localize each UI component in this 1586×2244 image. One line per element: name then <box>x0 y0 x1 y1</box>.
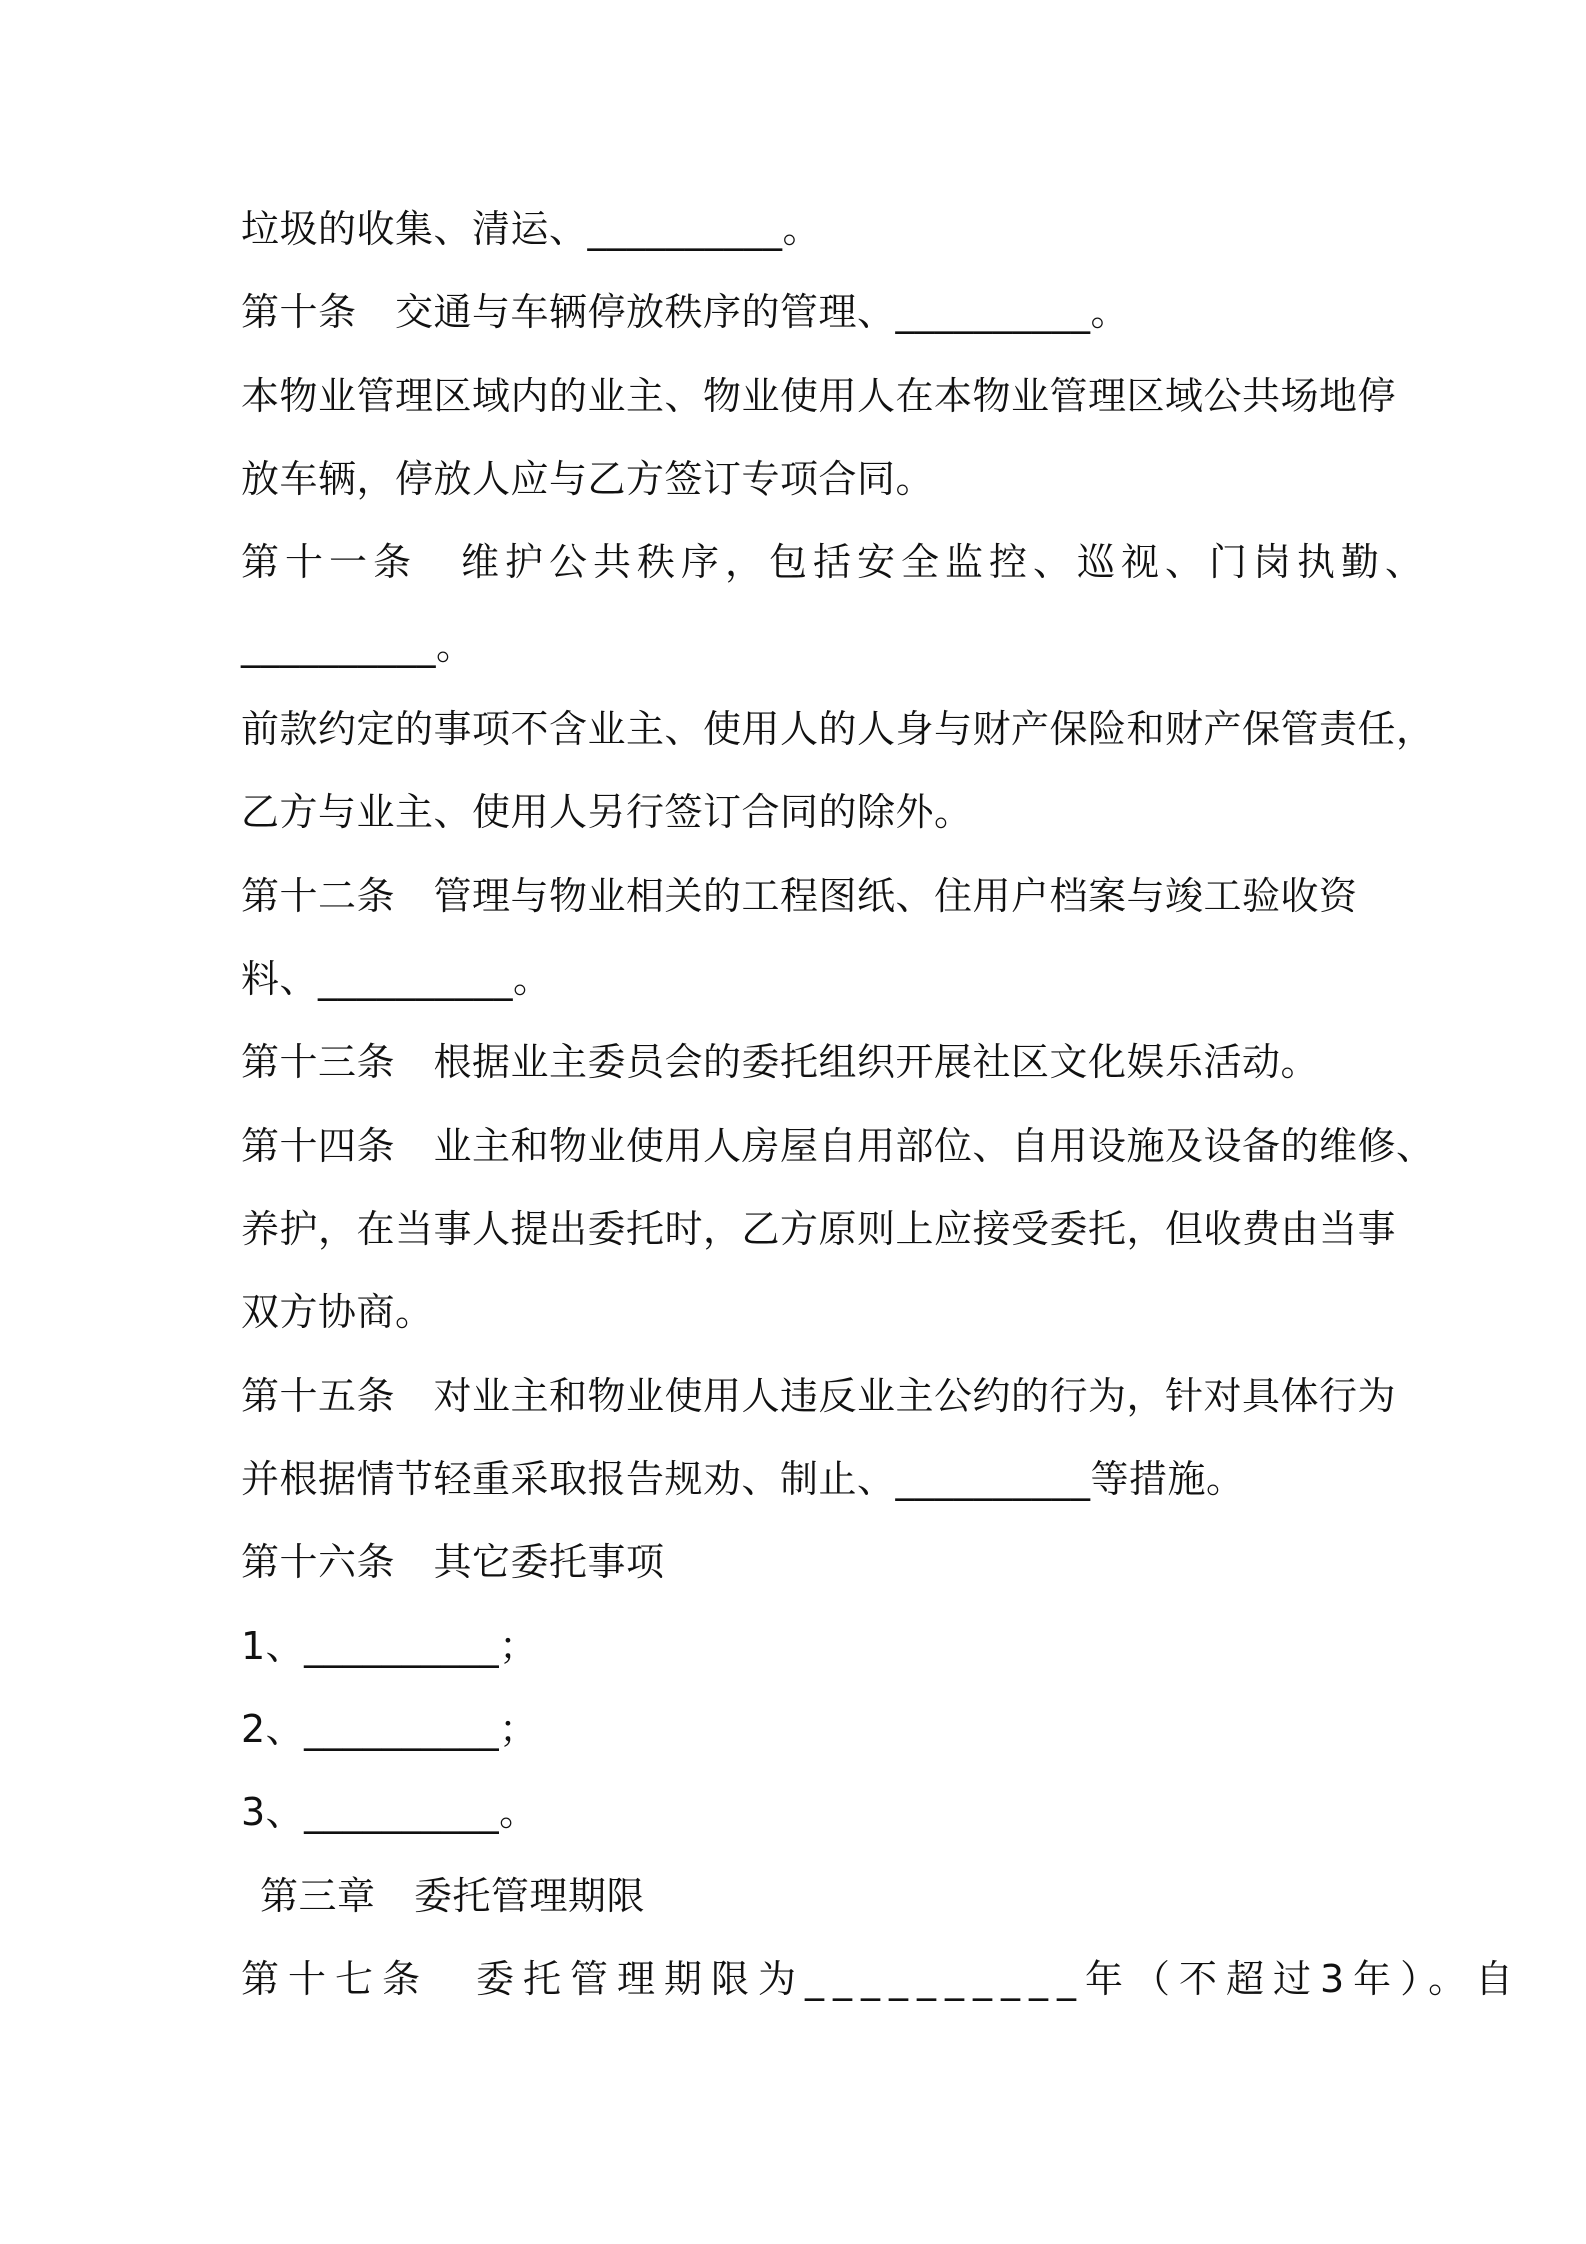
list-item-2: 2、__________； <box>241 1707 538 1751</box>
text-line-14: 双方协商。 <box>241 1290 434 1334</box>
list-item-1: 1、__________； <box>241 1624 538 1668</box>
text-line-1: 垃圾的收集、清运、__________。 <box>241 207 822 251</box>
article-15: 第十五条 对业主和物业使用人违反业主公约的行为，针对具体行为 <box>241 1374 1397 1418</box>
text-line-10: 料、__________。 <box>241 957 552 1001</box>
text-line-7: 前款约定的事项不含业主、使用人的人身与财产保险和财产保管责任， <box>241 707 1435 751</box>
article-14: 第十四条 业主和物业使用人房屋自用部位、自用设施及设备的维修、 <box>241 1124 1435 1168</box>
text-line-3: 本物业管理区域内的业主、物业使用人在本物业管理区域公共场地停 <box>241 374 1397 418</box>
text-line-4: 放车辆，停放人应与乙方签订专项合同。 <box>241 457 935 501</box>
article-12: 第十二条 管理与物业相关的工程图纸、住用户档案与竣工验收资 <box>241 874 1358 918</box>
text-line-6: __________。 <box>241 624 475 668</box>
article-10: 第十条 交通与车辆停放秩序的管理、__________。 <box>241 290 1130 334</box>
list-item-3: 3、__________。 <box>241 1790 538 1834</box>
text-line-13: 养护，在当事人提出委托时，乙方原则上应接受委托，但收费由当事 <box>241 1207 1397 1251</box>
article-13: 第十三条 根据业主委员会的委托组织开展社区文化娱乐活动。 <box>241 1040 1320 1084</box>
article-16: 第十六条 其它委托事项 <box>241 1540 665 1584</box>
chapter-heading: 第三章 委托管理期限 <box>260 1874 646 1918</box>
text-line-16: 并根据情节轻重采取报告规劝、制止、__________等措施。 <box>241 1457 1245 1501</box>
article-11: 第十一条 维护公共秩序，包括安全监控、巡视、门岗执勤、 <box>241 540 1430 584</box>
text-line-8: 乙方与业主、使用人另行签订合同的除外。 <box>241 790 973 834</box>
article-17: 第十七条 委托管理期限为__________年（不超过3年）。自 <box>241 1957 1523 2001</box>
